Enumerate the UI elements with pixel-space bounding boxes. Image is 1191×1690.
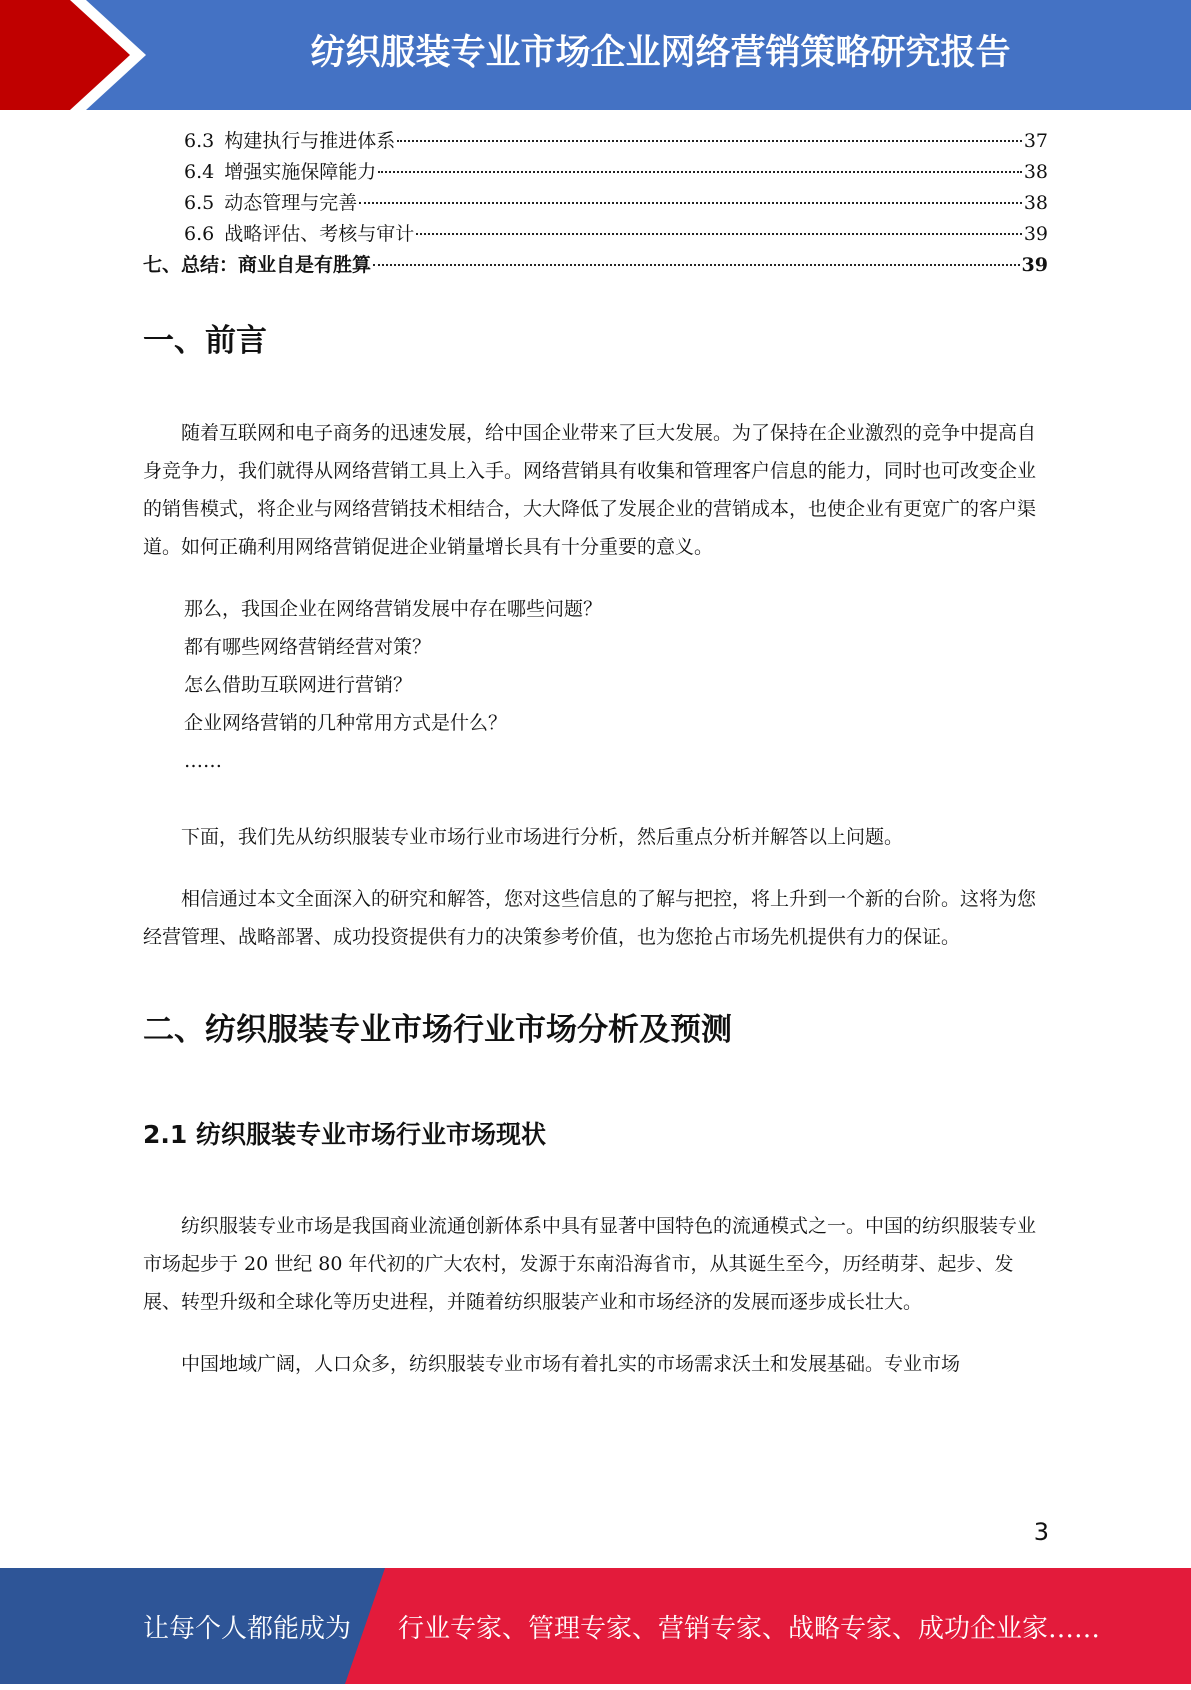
toc-dot-leader [397, 140, 1022, 142]
page-number: 3 [1033, 1518, 1049, 1546]
question-item: 企业网络营销的几种常用方式是什么？ [184, 712, 508, 734]
toc-item-page: 38 [1023, 161, 1048, 183]
toc-item-page: 37 [1023, 130, 1048, 152]
footer-slogan-right: 行业专家、管理专家、营销专家、战略专家、成功企业家…… [398, 1614, 1101, 1644]
toc-dot-leader [378, 171, 1022, 173]
toc-item-number: 6.4 [184, 161, 215, 183]
toc-item-number: 6.6 [184, 223, 215, 245]
toc-item[interactable] [143, 219, 1048, 250]
question-item-ellipsis: …… [184, 750, 222, 772]
preface-paragraph: 下面，我们先从纺织服装专业市场行业市场进行分析，然后重点分析并解答以上问题。 [181, 826, 904, 848]
toc-item-page: 39 [1021, 254, 1048, 276]
preface-paragraph: 随着互联网和电子商务的迅速发展，给中国企业带来了巨大发展。为了保持在企业激烈的竞争中提高自身竞争力，我们就得从网络营销工具上入手。网络营销具有收集和管理客户信息的能力，同时也可改变企业的销售模式，将企业与网络营销技术相结合，大大降低了发展企业的营销成本，也使企业有更宽广的客户渠道。如何正确利用网络营销促进企业销量增长具有十分重要的意义。 [143, 422, 1037, 558]
market-paragraph: 纺织服装专业市场是我国商业流通创新体系中具有显著中国特色的流通模式之一。中国的纺织服装专业市场起步于 20 世纪 80 年代初的广大农村，发源于东南沿海省市，从其诞生至今，历经萌芽、起步、发展、转型升级和全球化等历史进程，并随着纺织服装产业和市场经济的发展而逐步成长壮大。 [143, 1215, 1037, 1313]
market-paragraph: 中国地域广阔，人口众多，纺织服装专业市场有着扎实的市场需求沃土和发展基础。专业市场 [181, 1353, 961, 1375]
toc-item-label: 构建执行与推进体系 [224, 130, 396, 152]
toc-dot-leader [373, 264, 1020, 266]
page-header [0, 0, 1191, 110]
toc-item-label: 增强实施保障能力 [224, 161, 377, 183]
toc-item-label: 动态管理与完善 [224, 192, 358, 214]
red-chevron-icon [0, 0, 160, 110]
question-item: 怎么借助互联网进行营销？ [184, 674, 413, 696]
page-content [143, 126, 1048, 1383]
toc-item-number: 6.3 [184, 130, 215, 152]
toc-item-page: 39 [1023, 223, 1048, 245]
table-of-contents [143, 126, 1048, 281]
question-item: 都有哪些网络营销经营对策？ [184, 636, 432, 658]
question-item: 那么，我国企业在网络营销发展中存在哪些问题？ [184, 598, 603, 620]
toc-item[interactable] [143, 157, 1048, 188]
toc-item-number: 6.5 [184, 192, 215, 214]
toc-dot-leader [359, 202, 1022, 204]
toc-item-label: 战略评估、考核与审计 [224, 223, 415, 245]
subsection-heading-market-status: 2.1 纺织服装专业市场行业市场现状 [143, 1120, 546, 1149]
question-list [143, 590, 1048, 780]
section-heading-preface: 一、前言 [143, 323, 267, 359]
toc-item-label: 七、总结：商业自是有胜算 [143, 254, 372, 276]
preface-paragraph: 相信通过本文全面深入的研究和解答，您对这些信息的了解与把控，将上升到一个新的台阶。这将为您经营管理、战略部署、成功投资提供有力的决策参考价值，也为您抢占市场先机提供有力的保证。 [143, 888, 1037, 948]
toc-item-page: 38 [1023, 192, 1048, 214]
page-footer [0, 1568, 1191, 1684]
report-title: 纺织服装专业市场企业网络营销策略研究报告 [310, 33, 1011, 73]
footer-slogan-left: 让每个人都能成为 [143, 1614, 352, 1644]
toc-dot-leader [416, 233, 1022, 235]
section-heading-market-analysis: 二、纺织服装专业市场行业市场分析及预测 [143, 1012, 732, 1048]
toc-item[interactable] [143, 126, 1048, 157]
toc-item[interactable] [143, 250, 1048, 281]
toc-item[interactable] [143, 188, 1048, 219]
